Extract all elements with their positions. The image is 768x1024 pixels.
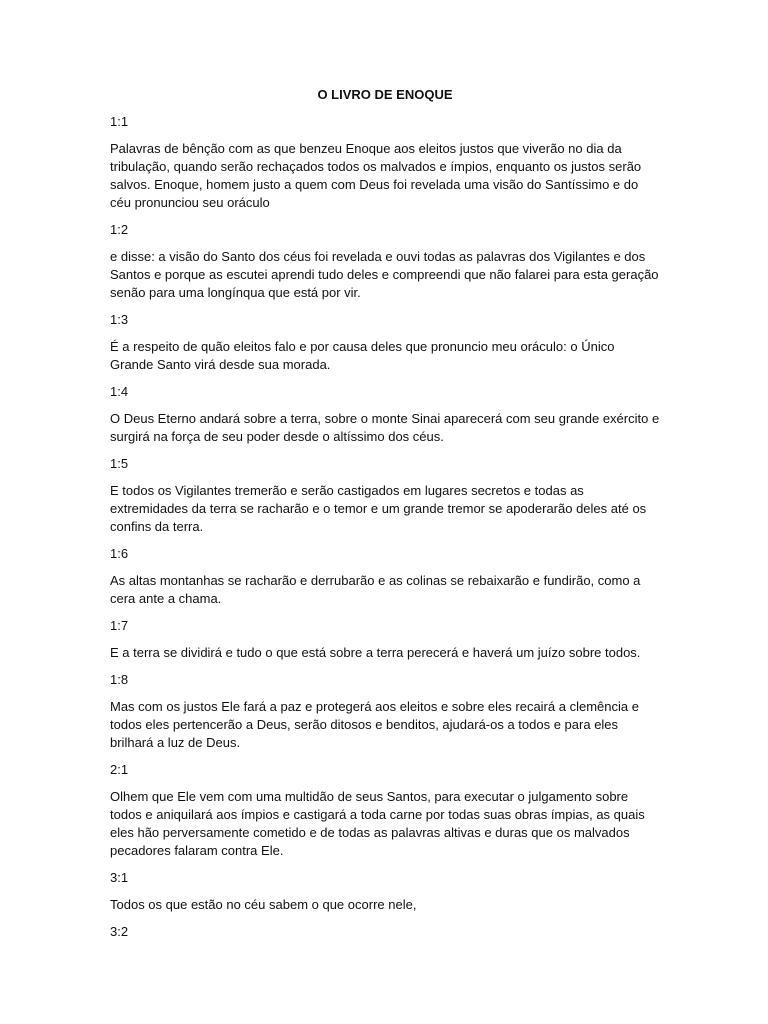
verse-number: 1:8 — [110, 672, 129, 687]
verse-number: 1:6 — [110, 546, 129, 561]
verse-text: E a terra se dividirá e tudo o que está sobre a terra perecerá e haverá um juízo sobre todos. — [110, 645, 641, 660]
document-title: O LIVRO DE ENOQUE — [317, 87, 453, 102]
document-page — [110, 86, 660, 950]
verse-number: 1:1 — [110, 114, 129, 129]
verse-number: 1:7 — [110, 618, 129, 633]
verse-text: e disse: a visão do Santo dos céus foi revelada e ouvi todas as palavras dos Vigilantes e dos Santos e porque as escutei aprendi tudo deles e compreendi que não falarei para esta geração senão para uma longínqua que está por vir. — [110, 249, 659, 300]
verse-text: O Deus Eterno andará sobre a terra, sobre o monte Sinai aparecerá com seu grande exército e surgirá na força de seu poder desde o altíssimo dos céus. — [110, 411, 660, 444]
verse-text: Olhem que Ele vem com uma multidão de seus Santos, para executar o julgamento sobre todos e aniquilará aos ímpios e castigará a toda carne por todas suas obras ímpias, as quais eles hão perversamente cometido e de todas as palavras altivas e duras que os malvados pecadores falaram contra Ele. — [110, 789, 645, 858]
verse-number: 1:5 — [110, 456, 129, 471]
verse-number: 3:1 — [110, 870, 129, 885]
verse-text: E todos os Vigilantes tremerão e serão castigados em lugares secretos e todas as extremidades da terra se racharão e o temor e um grande tremor se apoderarão deles até os confins da terra. — [110, 483, 647, 534]
verse-text: Todos os que estão no céu sabem o que ocorre nele, — [110, 897, 417, 912]
verse-number: 1:4 — [110, 384, 129, 399]
verse-text: As altas montanhas se racharão e derrubarão e as colinas se rebaixarão e fundirão, como a cera ante a chama. — [110, 573, 641, 606]
verse-number: 2:1 — [110, 762, 129, 777]
verse-text: Palavras de bênção com as que benzeu Enoque aos eleitos justos que viverão no dia da tribulação, quando serão rechaçados todos os malvados e ímpios, enquanto os justos serão salvos. Enoque, homem justo a quem com Deus foi revelada uma visão do Santíssimo e do céu pronunciou seu oráculo — [110, 141, 642, 210]
verse-number: 3:2 — [110, 924, 129, 939]
verse-number: 1:2 — [110, 222, 129, 237]
verse-text: Mas com os justos Ele fará a paz e protegerá aos eleitos e sobre eles recairá a clemência e todos eles pertencerão a Deus, serão ditosos e benditos, ajudará-os a todos e para eles brilhará a luz de Deus. — [110, 699, 639, 750]
verse-number: 1:3 — [110, 312, 129, 327]
verse-text: É a respeito de quão eleitos falo e por causa deles que pronuncio meu oráculo: o Único Grande Santo virá desde sua morada. — [110, 339, 615, 372]
